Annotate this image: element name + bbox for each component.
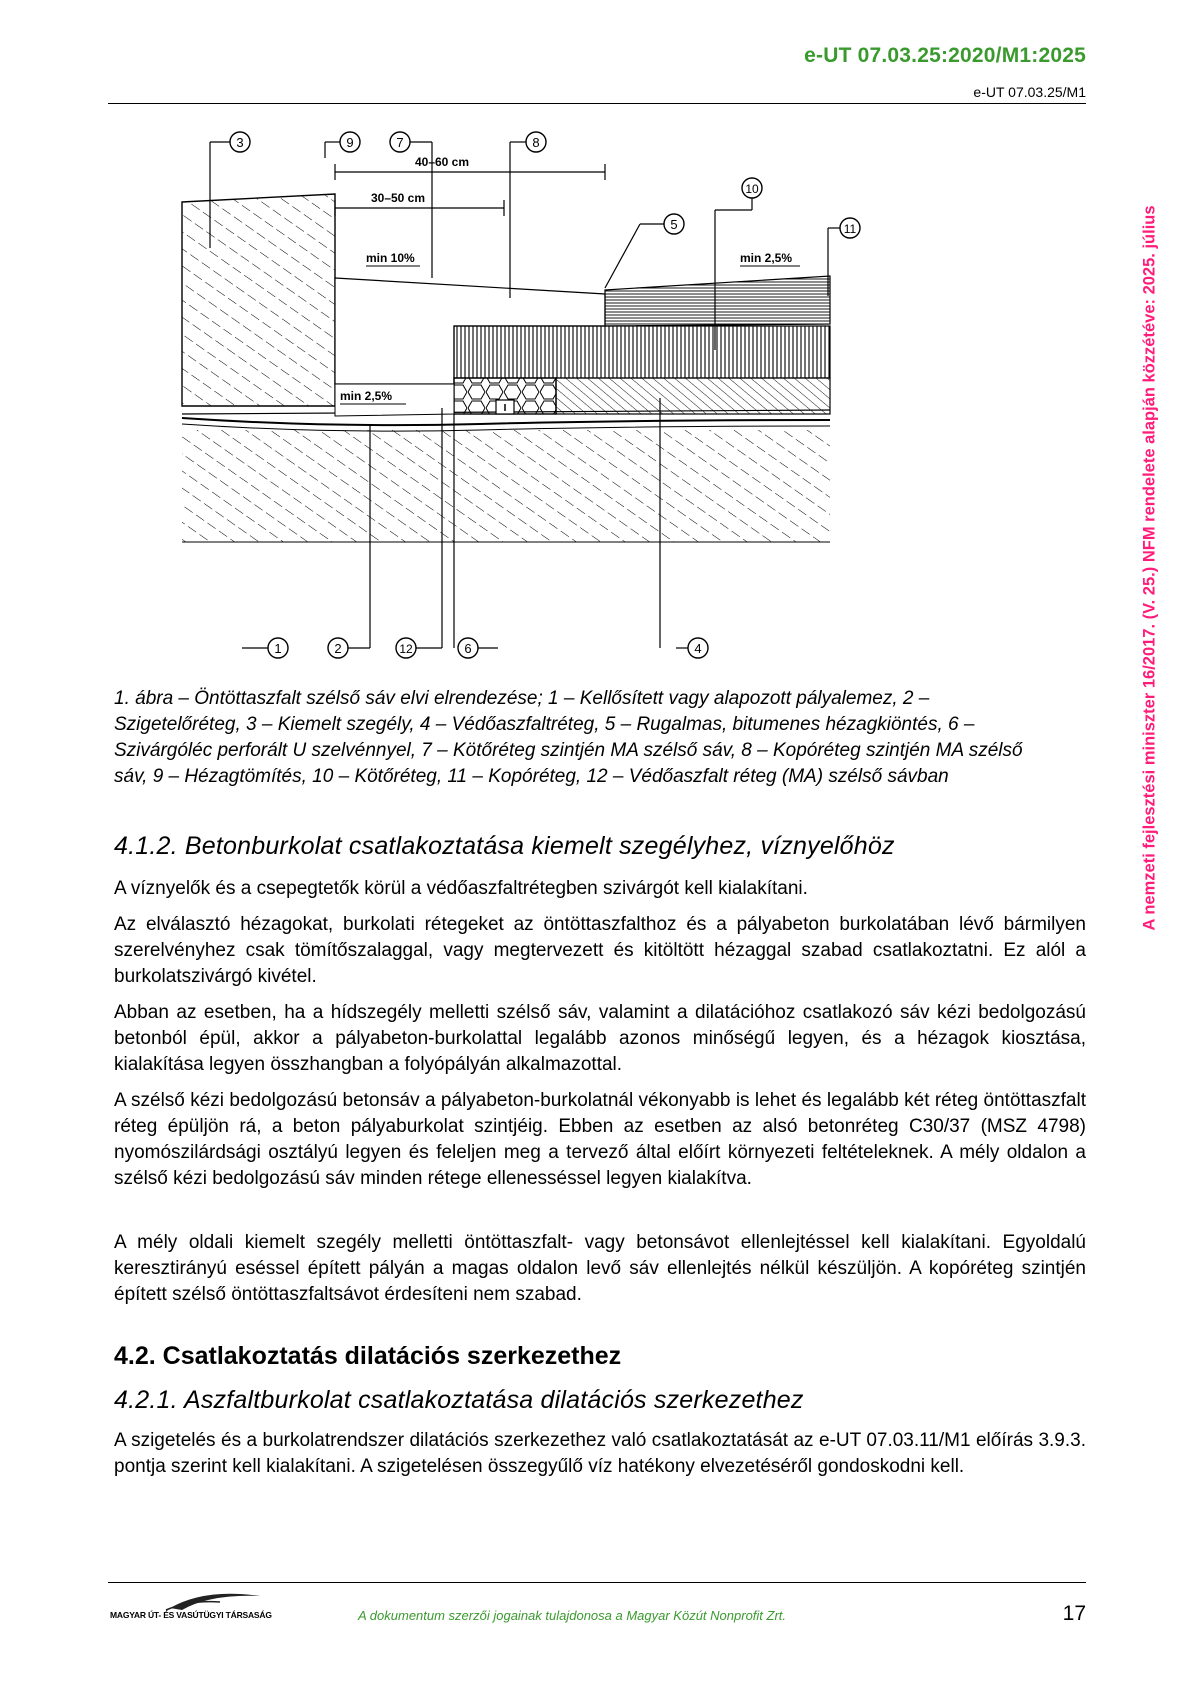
svg-text:5: 5 <box>670 217 678 232</box>
heading-4-1-2: 4.1.2. Betonburkolat csatlakoztatása kiemelt szegélyhez, víznyelőhöz <box>114 832 895 860</box>
svg-text:12: 12 <box>399 642 413 656</box>
paragraph-3: Abban az esetben, ha a hídszegély melletti szélső sáv, valamint a dilatációhoz csatlakozó sáv kézi bedolgozású betonból épül, akkor a pályabeton-burkolattal legalább azonos minőségű legyen, és a hézagok kiosztása, kialakítása legyen összhangban a folyópályán alkalmazottal. <box>114 1002 1086 1075</box>
svg-text:9: 9 <box>346 135 354 150</box>
protective-asphalt <box>556 378 830 414</box>
page-number: 17 <box>1062 1602 1086 1625</box>
header-rule <box>108 103 1086 104</box>
slope-min-2-5-top: min 2,5% <box>740 251 793 265</box>
paragraph-2: Az elválasztó hézagokat, burkolati rétegeket az öntöttaszfalthoz és a pályabeton burkolatában lévő bármilyen szerelvényhez csak tömítőszalaggal, vagy megtervezett és kitöltött hézaggal szabad csatlakoztatni. Ez alól a burkolatszivárgó kivétel. <box>114 914 1086 987</box>
svg-text:1: 1 <box>274 641 282 656</box>
figure-cross-section <box>180 128 940 668</box>
svg-text:4: 4 <box>694 641 702 656</box>
footer-rule <box>108 1582 1086 1583</box>
callout-11 <box>828 218 860 296</box>
figure-caption: 1. ábra – Öntöttaszfalt szélső sáv elvi elrendezése; 1 – Kellősített vagy alapozott pályalemez, 2 – Szigetelőréteg, 3 – Kiemelt szegély, 4 – Védőaszfaltréteg, 5 – Rugalmas, bitumenes hézagkiöntés, 6 – Szivárgóléc perforált U szelvénnyel, 7 – Kötőréteg szintjén MA szélső sáv, 8 – Kopóréteg szintjén MA szélső sáv, 9 – Hézagtömítés, 10 – Kötőréteg, 11 – Kopóréteg, 12 – Védőaszfalt réteg (MA) szélső sávban <box>114 688 1023 787</box>
svg-text:2: 2 <box>334 641 342 656</box>
document-subcode: e-UT 07.03.25/M1 <box>973 84 1086 100</box>
paragraph-6: A szigetelés és a burkolatrendszer dilatációs szerkezethez való csatlakoztatását az e-UT 07.03.11/M1 előírás 3.9.3. pontja szerint kell kialakítani. A szigetelésen összegyűlő víz hatékony elvezetéséről gondoskodni kell. <box>114 1430 1086 1477</box>
binder-course <box>454 326 830 378</box>
svg-text:11: 11 <box>843 222 857 236</box>
dimension-30-50: 30–50 cm <box>370 191 426 205</box>
svg-text:10: 10 <box>745 182 759 196</box>
insulation-layer <box>182 418 830 425</box>
dimension-40-60: 40–60 cm <box>414 155 470 169</box>
slope-min-10: min 10% <box>366 251 415 265</box>
svg-text:6: 6 <box>464 641 472 656</box>
callout-5 <box>605 214 684 288</box>
copyright-notice: A dokumentum szerzői jogainak tulajdonosa a Magyar Közút Nonprofit Zrt. <box>358 1608 787 1623</box>
svg-text:7: 7 <box>396 135 404 150</box>
svg-text:3: 3 <box>236 135 244 150</box>
slope-min-2-5-bottom: min 2,5% <box>340 389 393 403</box>
callout-9 <box>325 132 360 158</box>
heading-4-2-1: 4.2.1. Aszfaltburkolat csatlakoztatása dilatációs szerkezethez <box>114 1386 804 1414</box>
document-code: e-UT 07.03.25:2020/M1:2025 <box>804 44 1086 67</box>
paragraph-1: A víznyelők és a csepegtetők körül a védőaszfaltrétegben szivárgót kell kialakítani. <box>114 878 808 899</box>
deck-slab <box>182 430 830 542</box>
side-note-text: A nemzeti fejlesztési miniszter 16/2017. (V. 25.) NFM rendelete alapján közzétéve: 2025. július <box>1140 205 1159 931</box>
callout-1 <box>242 638 288 658</box>
kerb-element <box>182 194 335 406</box>
paragraph-5: A mély oldali kiemelt szegély melletti öntöttaszfalt- vagy betonsávot ellenlejtéssel kell kialakítani. Egyoldalú keresztirányú eséssel épített pályán a magas oldalon levő sáv ellenlejtés nélkül készüljön. A kopóréteg szintjén épített szélső öntöttaszfaltsávot érdesíteni nem szabad. <box>114 1232 1086 1305</box>
heading-4-2: 4.2. Csatlakoztatás dilatációs szerkezethez <box>114 1342 622 1370</box>
callout-8 <box>510 132 546 298</box>
paragraph-4: A szélső kézi bedolgozású betonsáv a pályabeton-burkolatnál vékonyabb is lehet és legalább két réteg öntöttaszfalt réteg épüljön rá, a beton pályaburkolat szintjéig. Ebben az esetben az alsó betonréteg C30/37 (MSZ 4798) nyomószilárdsági osztályú legyen és feleljen meg a tervező által előírt környezeti feltételeknek. A mély oldalon a szélső kézi bedolgozású sáv minden rétege ellenesséssel legyen kialakítva. <box>114 1090 1086 1189</box>
wearing-course <box>605 276 830 326</box>
society-logo-text: MAGYAR ÚT- ÉS VASÚTÜGYI TÁRSASÁG <box>110 1610 272 1620</box>
svg-text:8: 8 <box>532 135 540 150</box>
